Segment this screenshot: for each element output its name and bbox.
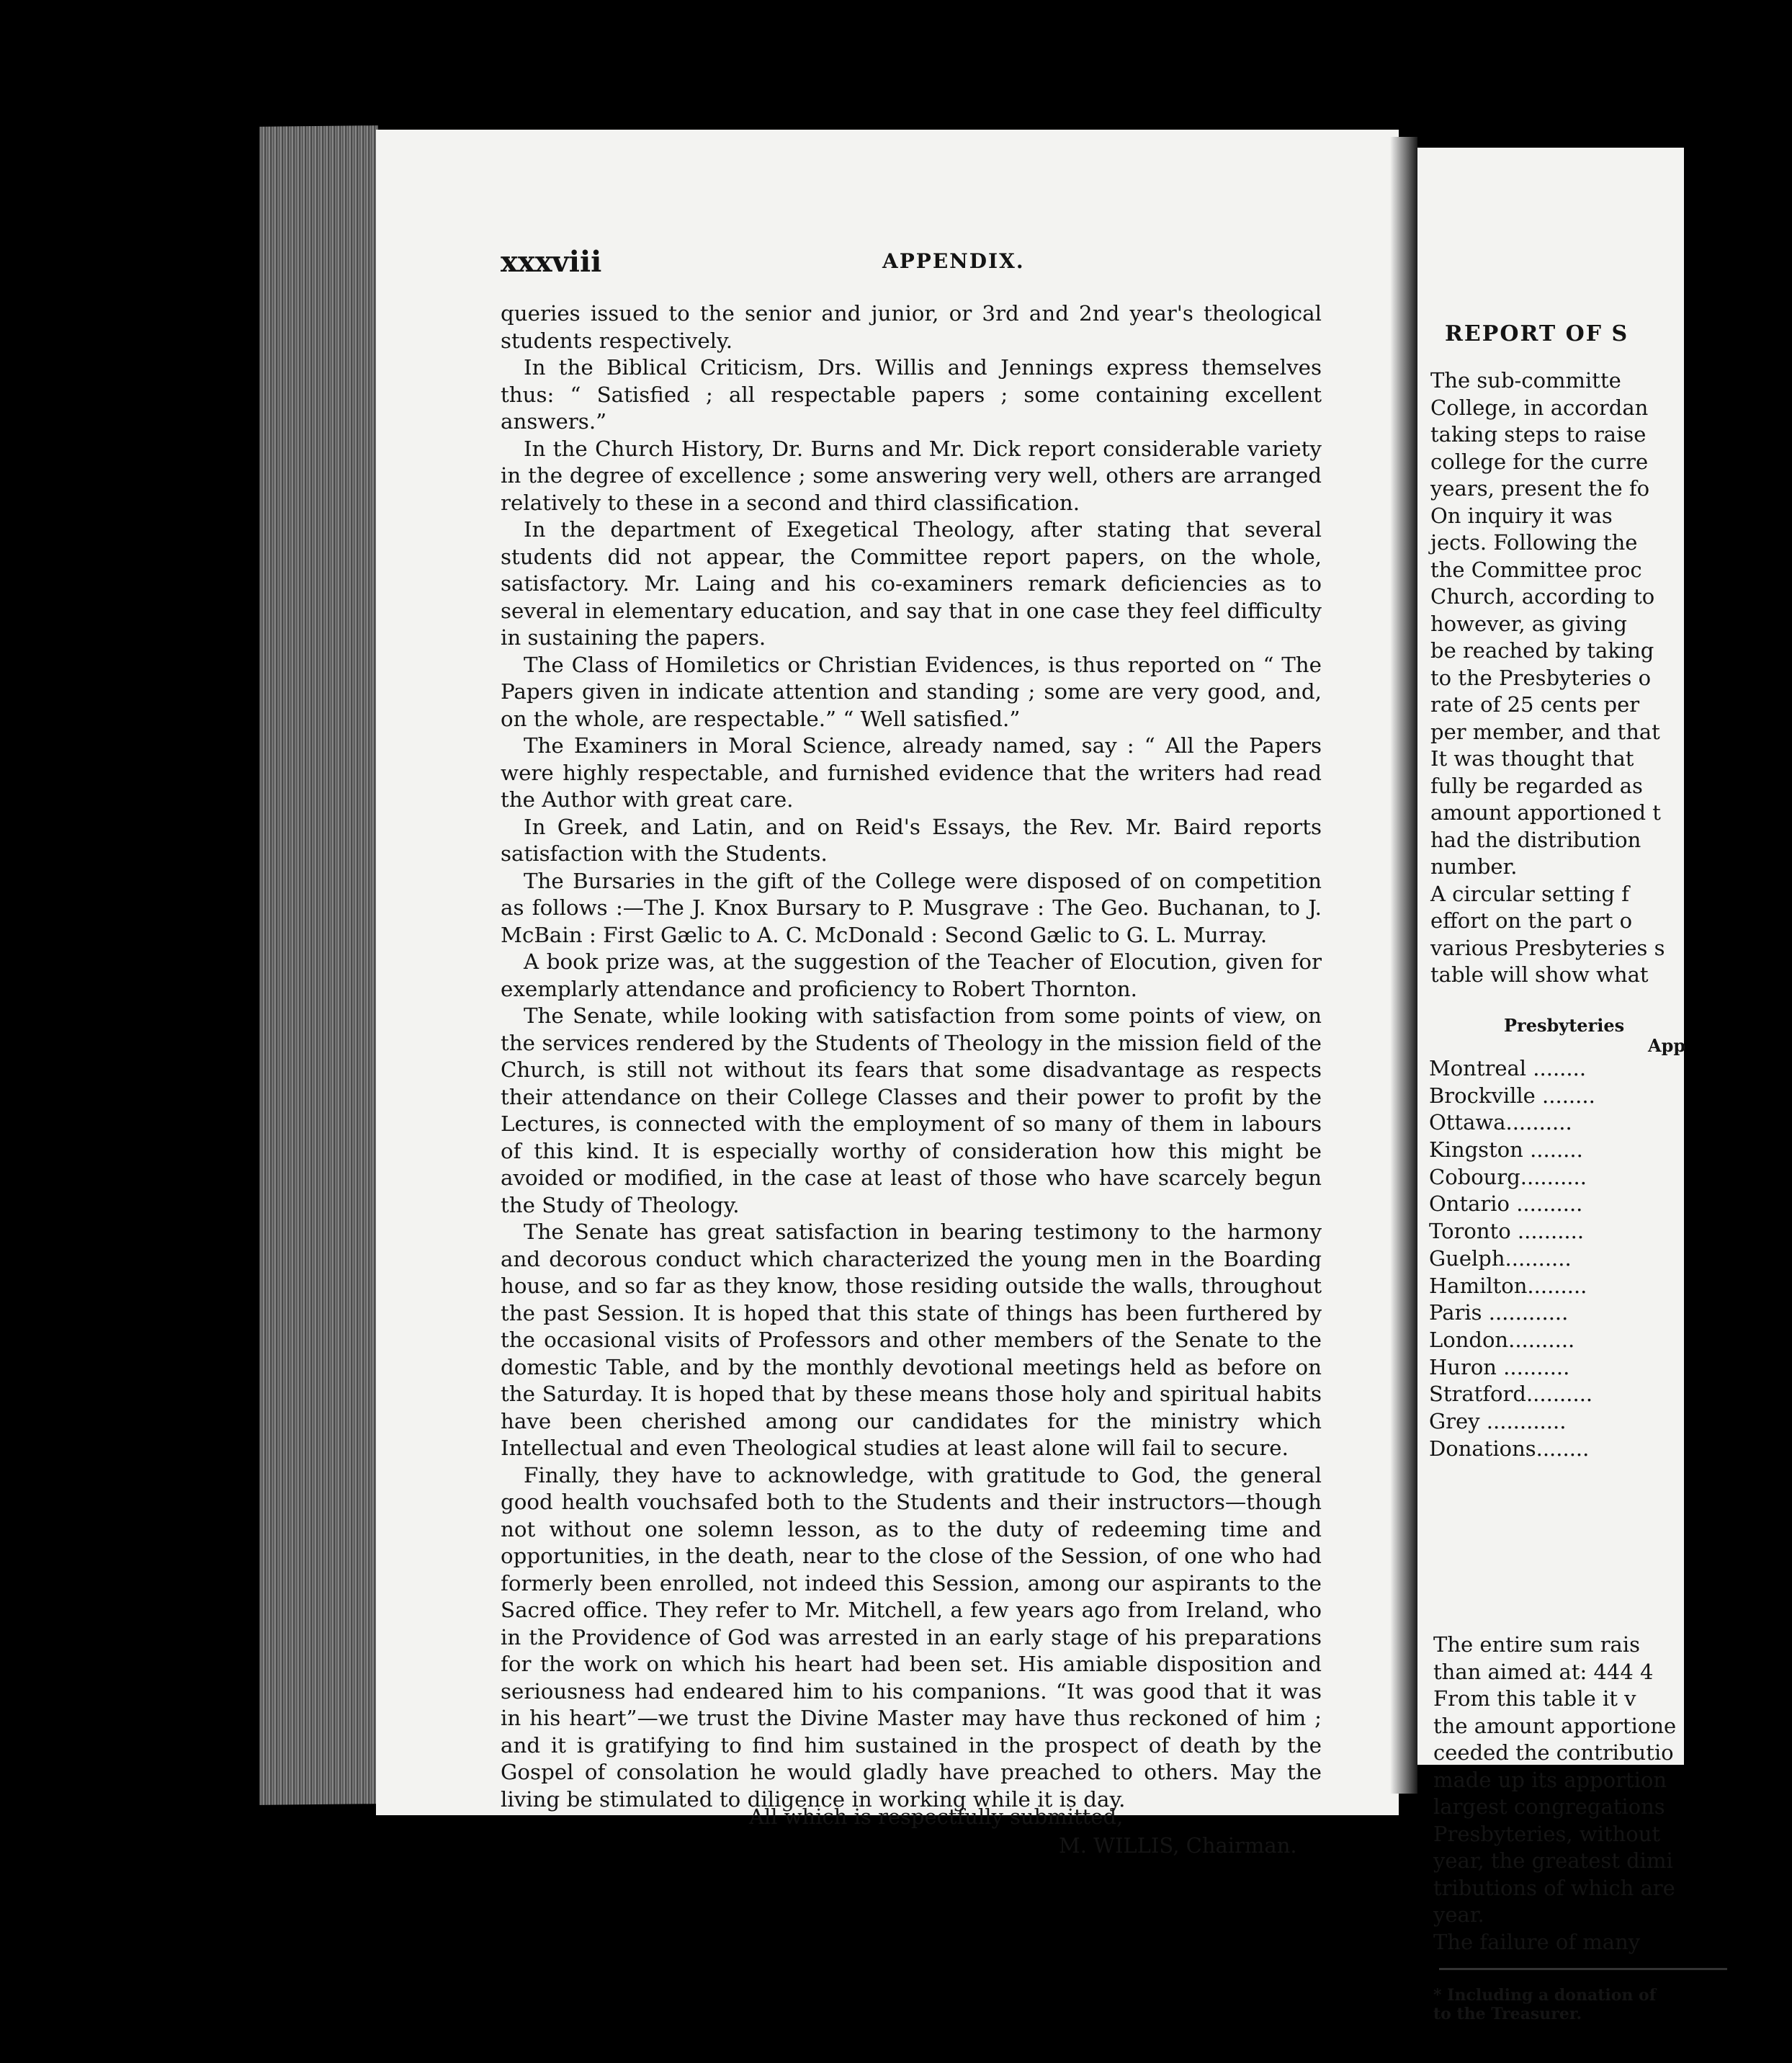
presbytery-row: Paris ............	[1429, 1300, 1569, 1325]
right-page-line: various Presbyteries s	[1430, 935, 1665, 960]
presbytery-row: Grey ............	[1429, 1408, 1567, 1433]
presbytery-row: Huron ..........	[1429, 1354, 1570, 1379]
paragraph: The Bursaries in the gift of the College were disposed of on competition as follows :—The J. Knox Bursary to P. Musgrave : The Geo. Buchanan, to J. McBain : First Gælic to A. C. McDonald : Second Gælic to G. L. Murray.	[501, 868, 1322, 947]
right-page-line: A circular setting f	[1430, 881, 1629, 906]
presbytery-row: Cobourg..........	[1429, 1164, 1587, 1189]
right-page-line: had the distribution	[1430, 827, 1641, 852]
signature: M. WILLIS, Chairman.	[1059, 1833, 1297, 1858]
right-page-line: jects. Following the	[1430, 530, 1638, 555]
book-page-edge	[259, 125, 378, 1805]
paragraph: In the Church History, Dr. Burns and Mr. Dick report considerable variety in the degree of excellence ; some answering very well, others are arranged relatively to these in a second and third classification.	[501, 436, 1322, 515]
right-page-line: amount apportioned t	[1430, 800, 1661, 825]
right-page-line: however, as giving	[1430, 611, 1627, 636]
right-page-line: On inquiry it was	[1430, 503, 1613, 528]
right-page-title: REPORT OF S	[1445, 321, 1629, 346]
paragraph: The Examiners in Moral Science, already named, say : “ All the Papers were highly respectable, and furnished evidence that the writers had read the Author with great care.	[501, 733, 1322, 812]
right-page-line: than aimed at: 444 4	[1433, 1659, 1654, 1684]
running-title: APPENDIX.	[882, 249, 1025, 273]
table-header-apportioned: App	[1648, 1035, 1686, 1056]
signoff: All which is respectfully submitted,	[749, 1804, 1124, 1829]
right-page-line: to the Presbyteries o	[1430, 665, 1652, 690]
right-page-line: year, the greatest dimi	[1433, 1848, 1673, 1873]
footnote	[1433, 1986, 1656, 2023]
right-page-line: Church, according to	[1430, 584, 1655, 609]
page-number: xxxviii	[501, 245, 602, 279]
presbytery-row: Brockville ........	[1429, 1083, 1595, 1108]
paragraph: The Senate has great satisfaction in bearing testimony to the harmony and decorous conduct which characterized the young men in the Boarding house, and so far as they know, those residing outside the walls, throughout the past Session. It is hoped that this state of things has been furthered by the occasional visits of Professors and other members of the Senate to the domestic Table, and by the monthly devotional meetings held as before on the Saturday. It is hoped that by these means those holy and spiritual habits have been cherished among our candidates for the ministry which Intellectual and even Theological studies at least alone will fail to secure.	[501, 1220, 1322, 1460]
right-page-line: It was thought that	[1430, 746, 1634, 771]
right-page-line: number.	[1430, 854, 1518, 879]
presbytery-row: Toronto ..........	[1429, 1219, 1585, 1244]
book-gutter	[1390, 137, 1417, 1794]
paragraph: queries issued to the senior and junior, or 3rd and 2nd year's theological students respectively.	[501, 301, 1322, 353]
right-page-text-after-table	[1433, 1632, 1676, 1956]
page-header	[501, 245, 1365, 281]
right-page-line: The failure of many	[1433, 1929, 1641, 1954]
paragraph: The Class of Homiletics or Christian Evidences, is thus reported on “ The Papers given in indicate attention and standing ; some are very good, and, on the whole, are respectable.” “ Well satisfied.”	[501, 652, 1322, 731]
right-page-line: The sub-committe	[1430, 368, 1621, 393]
right-page-line: per member, and that	[1430, 719, 1660, 744]
right-page-text	[1430, 367, 1665, 989]
paragraph: Finally, they have to acknowledge, with gratitude to God, the general good health vouchsafed both to the Students and their instructors—though not without one solemn lesson, as to the duty of redeeming time and opportunities, in the death, near to the close of the Session, of one who had formerly been enrolled, not indeed this Session, among our aspirants to the Sacred office. They refer to Mr. Mitchell, a few years ago from Ireland, who in the Providence of God was arrested in an early stage of his preparations for the work on which his heart had been set. His amiable disposition and seriousness had endeared him to his companions. “It was good that it was in his heart”—we trust the Divine Master may have thus reckoned of him ; and it is gratifying to find him sustained in the prospect of death by the Gospel of consolation he would gladly have preached to others. May the living be stimulated to diligence in working while it is day.	[501, 1462, 1322, 1812]
presbytery-row: Ottawa..........	[1429, 1110, 1572, 1135]
paragraph: In the department of Exegetical Theology, after stating that several students did not appear, the Committee report papers, on the whole, satisfactory. Mr. Laing and his co-examiners remark deficiencies as to several in elementary education, and say that in one case they feel difficulty in sustaining the papers.	[501, 517, 1322, 650]
presbytery-row: Montreal ........	[1429, 1056, 1587, 1080]
right-page-line: ceeded the contributio	[1433, 1740, 1674, 1765]
right-page-line: College, in accordan	[1430, 395, 1649, 420]
presbytery-row: Ontario ..........	[1429, 1191, 1583, 1217]
right-page-line: effort on the part o	[1430, 908, 1633, 933]
right-page-line: fully be regarded as	[1430, 773, 1643, 798]
right-page-line: the amount apportione	[1433, 1713, 1677, 1738]
table-header-presbyteries: Presbyteries	[1504, 1015, 1625, 1036]
right-page-line: From this table it v	[1433, 1686, 1636, 1711]
right-page-line: The entire sum rais	[1433, 1632, 1640, 1657]
right-page-line: made up its apportion	[1433, 1767, 1667, 1792]
presbytery-row: Hamilton.........	[1429, 1273, 1587, 1298]
presbytery-row: Guelph..........	[1429, 1245, 1572, 1271]
right-page-line: table will show what	[1430, 962, 1649, 987]
paragraph: The Senate, while looking with satisfaction from some points of view, on the services rendered by the Students of Theology in the mission field of the Church, is still not without its fears that some disadvantage as respects their attendance on their College Classes and their power to profit by the Lectures, is connected with the employment of so many of them in labours of this kind. It is especially worthy of consideration how this might be avoided or modified, in the case at least of those who have scarcely begun the Study of Theology.	[501, 1003, 1322, 1217]
footnote-rule	[1439, 1968, 1727, 1970]
presbytery-table	[1429, 1055, 1595, 1462]
presbytery-row: London..........	[1429, 1327, 1575, 1352]
right-page-line: Presbyteries, without	[1433, 1821, 1661, 1846]
right-page-line: be reached by taking	[1430, 638, 1654, 663]
presbytery-row: Donations........	[1429, 1436, 1590, 1461]
paragraph: A book prize was, at the suggestion of the Teacher of Elocution, given for exemplarly attendance and proficiency to Robert Thornton.	[501, 949, 1322, 1001]
right-page-line: the Committee proc	[1430, 557, 1642, 582]
right-page-line: years, present the fo	[1430, 476, 1650, 501]
body-text	[501, 300, 1322, 1813]
presbytery-row: Kingston ........	[1429, 1137, 1583, 1163]
paragraph: In the Biblical Criticism, Drs. Willis and Jennings express themselves thus: “ Satisfied ; all respectable papers ; some containing excellent answers.”	[501, 355, 1322, 434]
right-page-line: rate of 25 cents per	[1430, 692, 1640, 717]
right-page	[1399, 148, 1686, 2023]
right-page-line: tributions of which are	[1433, 1875, 1675, 1900]
right-page-line: year.	[1433, 1902, 1484, 1927]
right-page-line: largest congregations	[1433, 1794, 1665, 1819]
footnote-line: * Including a donation of	[1433, 1986, 1657, 2005]
footnote-line: to the Treasurer.	[1433, 2005, 1582, 2023]
right-page-line: college for the curre	[1430, 449, 1649, 474]
presbytery-row: Stratford..........	[1429, 1382, 1593, 1407]
right-page-line: taking steps to raise	[1430, 422, 1647, 447]
paragraph: In Greek, and Latin, and on Reid's Essays, the Rev. Mr. Baird reports satisfaction with the Students.	[501, 814, 1322, 866]
